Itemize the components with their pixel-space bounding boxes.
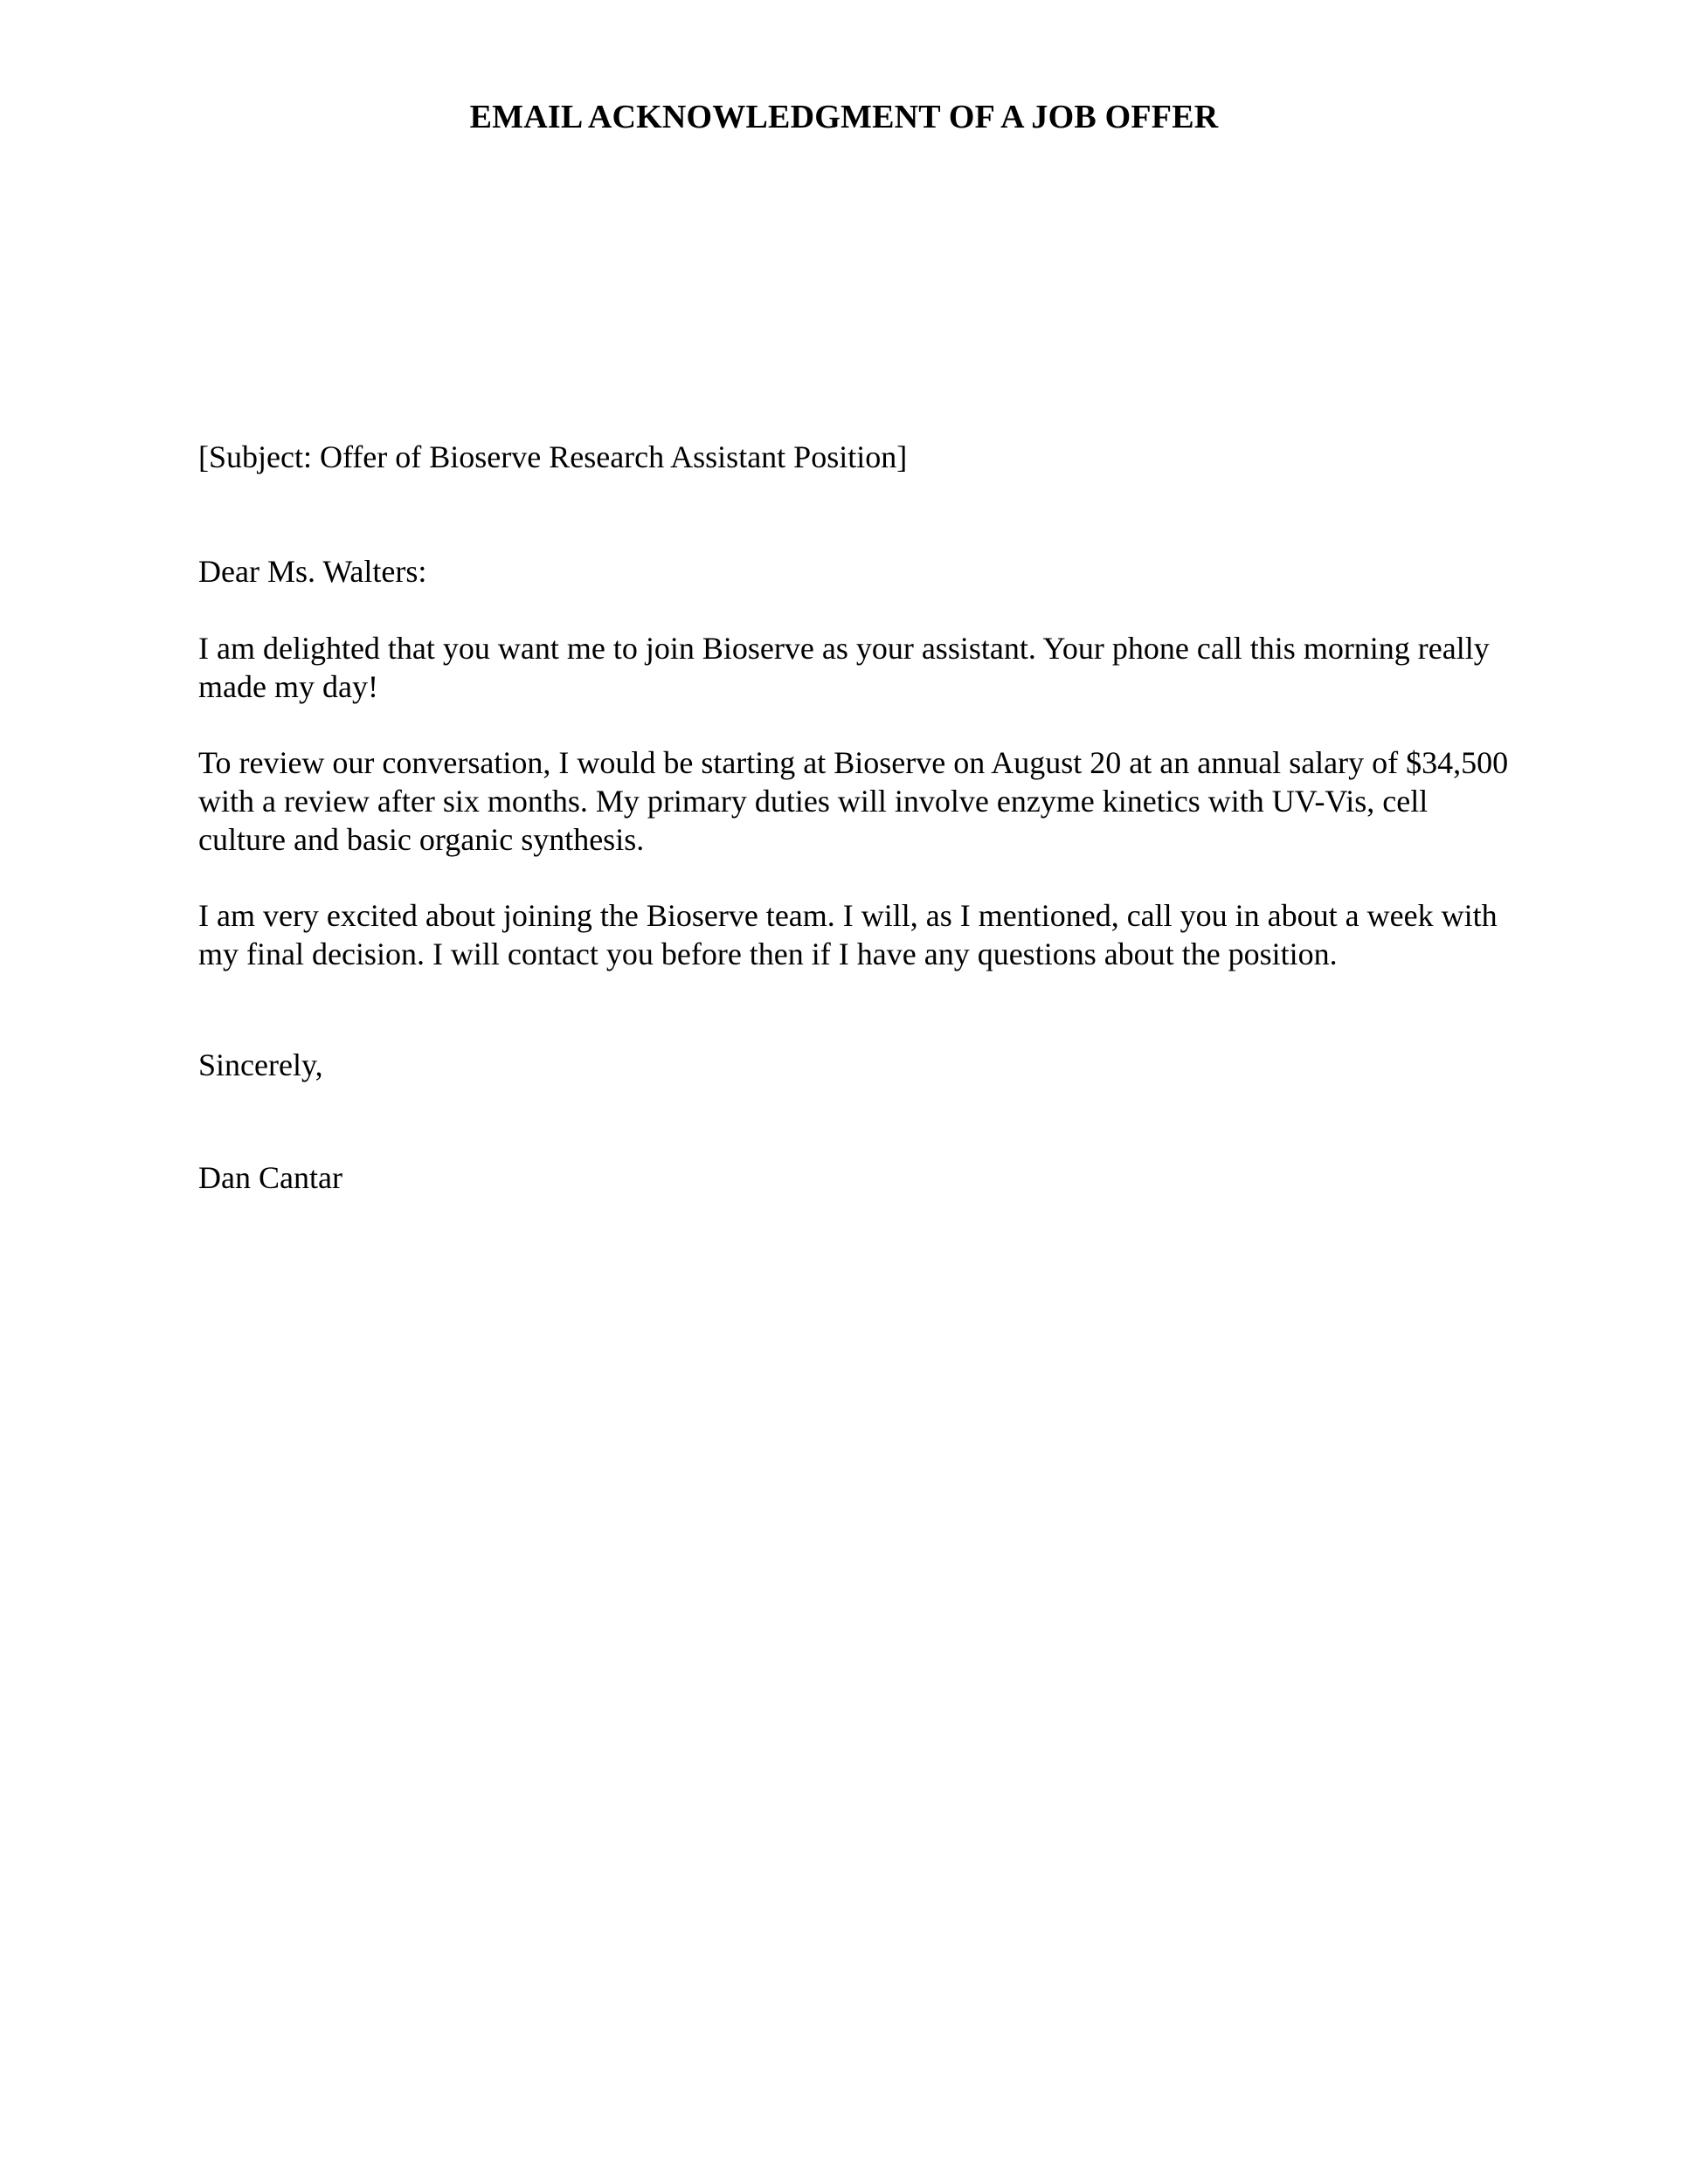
email-subject-line: [Subject: Offer of Bioserve Research Assistant Position] (198, 439, 908, 474)
body-paragraph-3: I am very excited about joining the Bioserve team. I will, as I mentioned, call you in about a week with my final decision. I will contact you before then if I have any questions about the position. (198, 898, 1498, 971)
document-title: EMAIL ACKNOWLEDGMENT OF A JOB OFFER (469, 99, 1219, 135)
salutation: Dear Ms. Walters: (198, 554, 427, 589)
closing: Sincerely, (198, 1047, 323, 1082)
body-paragraph-1: I am delighted that you want me to join Bioserve as your assistant. Your phone call this morning really made my day! (198, 631, 1490, 704)
signature-name: Dan Cantar (198, 1160, 342, 1195)
body-paragraph-2: To review our conversation, I would be starting at Bioserve on August 20 at an annual salary of $34,500 with a review after six months. My primary duties will involve enzyme kinetics with UV-Vis, cell culture and basic organic synthesis. (198, 745, 1509, 857)
